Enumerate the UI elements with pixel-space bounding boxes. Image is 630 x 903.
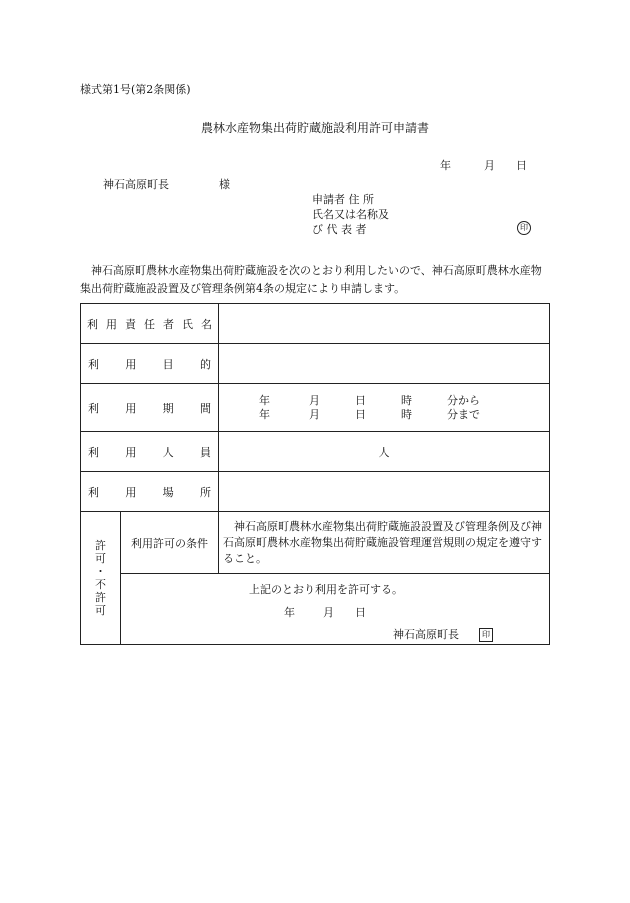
user-name-field[interactable] <box>219 304 550 344</box>
label-char: 所 <box>199 485 211 499</box>
label-char: 人 <box>162 445 174 459</box>
label-char: 利 <box>88 357 99 371</box>
application-form-table <box>80 303 550 645</box>
conditions-label: 利用許可の条件 <box>131 536 208 550</box>
persons-label-cell <box>81 432 219 472</box>
purpose-label-cell <box>81 344 219 384</box>
label-char: 不 <box>95 578 106 591</box>
label-char: 利 <box>88 401 99 415</box>
period-from-line <box>219 394 549 408</box>
permit-date <box>121 597 549 620</box>
label-char: 利 <box>88 445 99 459</box>
label-char: 任 <box>144 317 155 331</box>
persons-field[interactable] <box>219 432 550 472</box>
table-row <box>81 384 550 432</box>
period-label-cell <box>81 384 219 432</box>
label-char: 責 <box>125 317 136 331</box>
label-char: 者 <box>163 317 174 331</box>
period-to-day: 日 <box>355 407 366 421</box>
period-from-minute: 分から <box>447 393 480 407</box>
period-to-line <box>219 408 549 422</box>
table-row <box>81 304 550 344</box>
applicant-representative-label: び 代 表 者 <box>312 223 367 236</box>
label-char: 間 <box>199 401 211 415</box>
applicant-name-label: 氏名又は名称及 <box>312 208 389 221</box>
period-to-minute: 分まで <box>447 407 480 421</box>
application-date <box>440 157 527 173</box>
permit-seal: 印 <box>479 628 493 642</box>
label-char: 場 <box>162 485 174 499</box>
period-field[interactable] <box>219 384 550 432</box>
addressee-honorific: 様 <box>219 178 230 191</box>
permit-date-month: 月 <box>323 606 334 619</box>
label-char: 許 <box>95 591 106 604</box>
label-char: 可 <box>95 604 106 617</box>
applicant-seal: 印 <box>517 221 531 235</box>
permit-date-day: 日 <box>355 606 366 619</box>
label-char: 名 <box>201 317 212 331</box>
table-row <box>81 512 550 574</box>
table-row <box>81 574 550 645</box>
conditions-label-cell <box>121 512 219 574</box>
table-row <box>81 344 550 384</box>
period-from-hour: 時 <box>401 393 412 407</box>
label-char: 用 <box>125 401 137 415</box>
date-year-label: 年 <box>440 159 451 172</box>
permit-statement: 上記のとおり利用を許可する。 <box>249 583 403 596</box>
form-number: 様式第1号(第2条関係) <box>80 83 191 96</box>
label-char: 氏 <box>182 317 193 331</box>
period-from-day: 日 <box>355 393 366 407</box>
date-day-label: 日 <box>516 159 527 172</box>
period-from-year: 年 <box>259 393 270 407</box>
period-from-month: 月 <box>309 393 320 407</box>
applicant-address-label: 申請者 住 所 <box>312 193 374 206</box>
table-row <box>81 472 550 512</box>
label-char: 目 <box>162 357 174 371</box>
label-char: 員 <box>199 445 211 459</box>
user-name-label-cell <box>81 304 219 344</box>
label-char: 用 <box>125 485 137 499</box>
table-row <box>81 432 550 472</box>
label-char: 用 <box>106 317 117 331</box>
label-char: 利 <box>87 317 98 331</box>
permit-date-year: 年 <box>284 606 295 619</box>
persons-unit: 人 <box>378 445 390 459</box>
conditions-text: 神石高原町農林水産物集出荷貯蔵施設設置及び管理条例及び神石高原町農林水産物集出荷貯蔵施設管理運営規則の規定を遵守すること。 <box>223 519 542 565</box>
permit-signer: 神石高原町長 <box>393 628 459 641</box>
purpose-field[interactable] <box>219 344 550 384</box>
date-month-label: 月 <box>484 159 495 172</box>
conditions-text-cell <box>219 512 550 574</box>
application-statement: 神石高原町農林水産物集出荷貯蔵施設を次のとおり利用したいので、神石高原町農林水産物集出荷貯蔵施設設置及び管理条例第4条の規定により申請します。 <box>80 264 542 295</box>
label-char: ・ <box>95 565 106 578</box>
label-char: 可 <box>95 552 106 565</box>
label-char: 許 <box>95 539 106 552</box>
applicant-block <box>312 192 389 237</box>
permit-signer-line <box>121 620 549 642</box>
document-title: 農林水産物集出荷貯蔵施設利用許可申請書 <box>200 121 429 135</box>
label-char: 用 <box>125 445 137 459</box>
label-char: 期 <box>162 401 174 415</box>
place-label-cell <box>81 472 219 512</box>
place-field[interactable] <box>219 472 550 512</box>
permit-label-cell <box>81 512 121 645</box>
label-char: 利 <box>88 485 99 499</box>
permit-statement-cell <box>121 574 550 645</box>
period-to-month: 月 <box>309 407 320 421</box>
label-char: 的 <box>199 357 211 371</box>
period-to-hour: 時 <box>401 407 412 421</box>
period-to-year: 年 <box>259 407 270 421</box>
label-char: 用 <box>125 357 137 371</box>
addressee: 神石高原町長 <box>103 178 169 191</box>
